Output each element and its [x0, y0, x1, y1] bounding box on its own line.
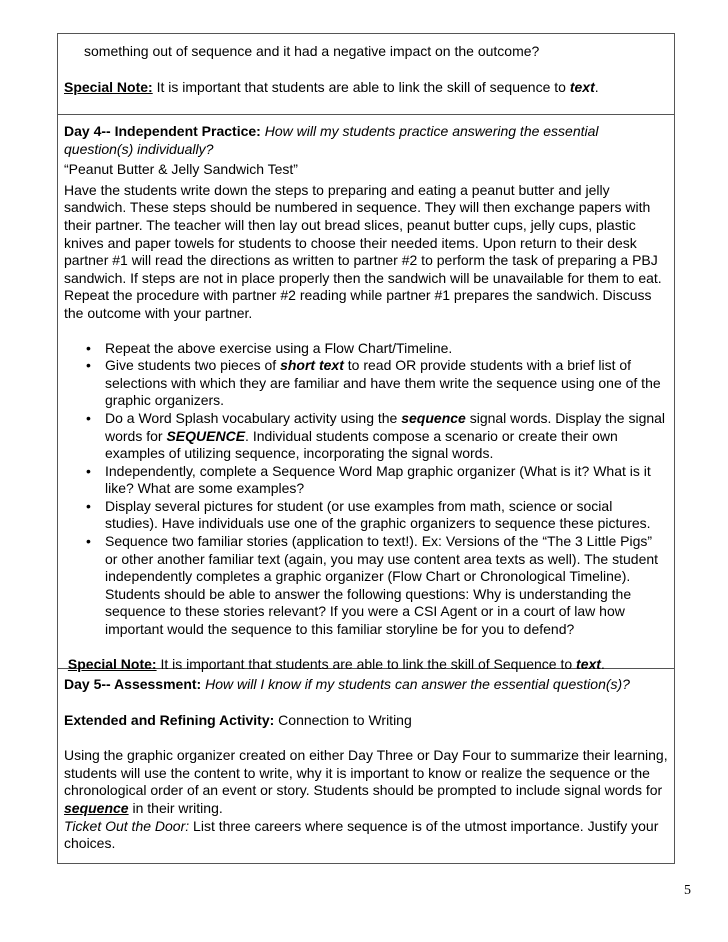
bullet-icon: • [86, 533, 91, 550]
special-note-2: Special Note: It is important that students are able to link the skill of Sequence to text. [67, 655, 605, 672]
special-note-label: Special Note: [67, 655, 157, 672]
special-note-1: Special Note: It is important that students are able to link the skill of sequence to text. [64, 78, 599, 95]
day5-heading: Day 5-- Assessment: How will I know if my students can answer the essential question(s)? [64, 676, 630, 692]
list-item: • Independently, complete a Sequence Word Map graphic organizer (What is it? What is it like? What are some examples? [86, 462, 651, 497]
ticket-out-the-door: Ticket Out the Door: List three careers where sequence is of the utmost importance. Justify your choices. [64, 817, 659, 852]
list-item: • Repeat the above exercise using a Flow Chart/Timeline. [86, 339, 453, 356]
bullet-icon: • [86, 357, 91, 374]
list-item: • Display several pictures for student (or use examples from math, science or social studies). Have individuals use one of the graphic organizers to sequence these pictures. [86, 497, 651, 532]
day5-activity: Extended and Refining Activity: Connection to Writing [64, 711, 412, 728]
continued-line: something out of sequence and it had a negative impact on the outcome? [84, 43, 540, 59]
day5-paragraph: Using the graphic organizer created on either Day Three or Day Four to summarize their learning, students will use the content to write, why it is important to know or realize the sequence or the chronological order of an event or story. Students should be prompted to include signal words for sequence in their writing. [64, 747, 668, 816]
bullet-icon: • [86, 409, 91, 426]
list-item: • Give students two pieces of short text to read OR provide students with a brief list of selections with which they are familiar and have them write the sequence using one of the graphic organizers. [86, 357, 661, 409]
day4-paragraph: Have the students write down the steps to preparing and eating a peanut butter and jelly sandwich. These steps should be numbered in sequence. They will then exchange papers with their partner. The teacher will then lay out bread slices, peanut butter cups, jelly cups, plastic knives and paper towels for students to choose their needed items. Upon return to their desk partner #1 will read the directions as written to partner #2 to perform the task of preparing a PBJ sandwich. If steps are not in place properly then the sandwich will be unavailable for them to eat. Repeat the procedure with partner #2 reading while partner #1 prepares the sandwich. Discuss the outcome with your partner. [64, 181, 662, 321]
lesson-table [57, 33, 675, 864]
bullet-icon: • [86, 339, 91, 356]
bullet-icon: • [86, 497, 91, 514]
special-note-label: Special Note: [64, 78, 153, 95]
special-note-emph: text [576, 655, 601, 672]
day5-cell [58, 668, 674, 863]
page-number: 5 [684, 883, 691, 898]
list-item: • Sequence two familiar stories (application to text!). Ex: Versions of the “The 3 Little Pigs” or other another familiar text (again, you may use content area texts as well). The student independently completes a graphic organizer (Flow Chart or Chronological Timeline). Students should be able to answer the following questions: Why is understanding the sequence to these stories relevant? If you were a CSI Agent or in a court of law how important would the sequence to this familiar storyline be for you to defend? [86, 533, 659, 638]
special-note-emph: text [569, 78, 595, 95]
list-item: • Do a Word Splash vocabulary activity using the sequence signal words. Display the signal words for SEQUENCE. Individual students compose a scenario or create their own examples of utilizing sequence, incorporating the signal words. [86, 409, 666, 462]
day4-activity-list [64, 340, 668, 639]
continuation-cell [58, 34, 674, 114]
bullet-icon: • [86, 462, 91, 479]
day4-test-title: “Peanut Butter & Jelly Sandwich Test” [64, 161, 298, 178]
day4-cell [58, 114, 674, 672]
day4-heading: Day 4-- Independent Practice: How will my students practice answering the essential question(s) individually? [64, 123, 599, 157]
